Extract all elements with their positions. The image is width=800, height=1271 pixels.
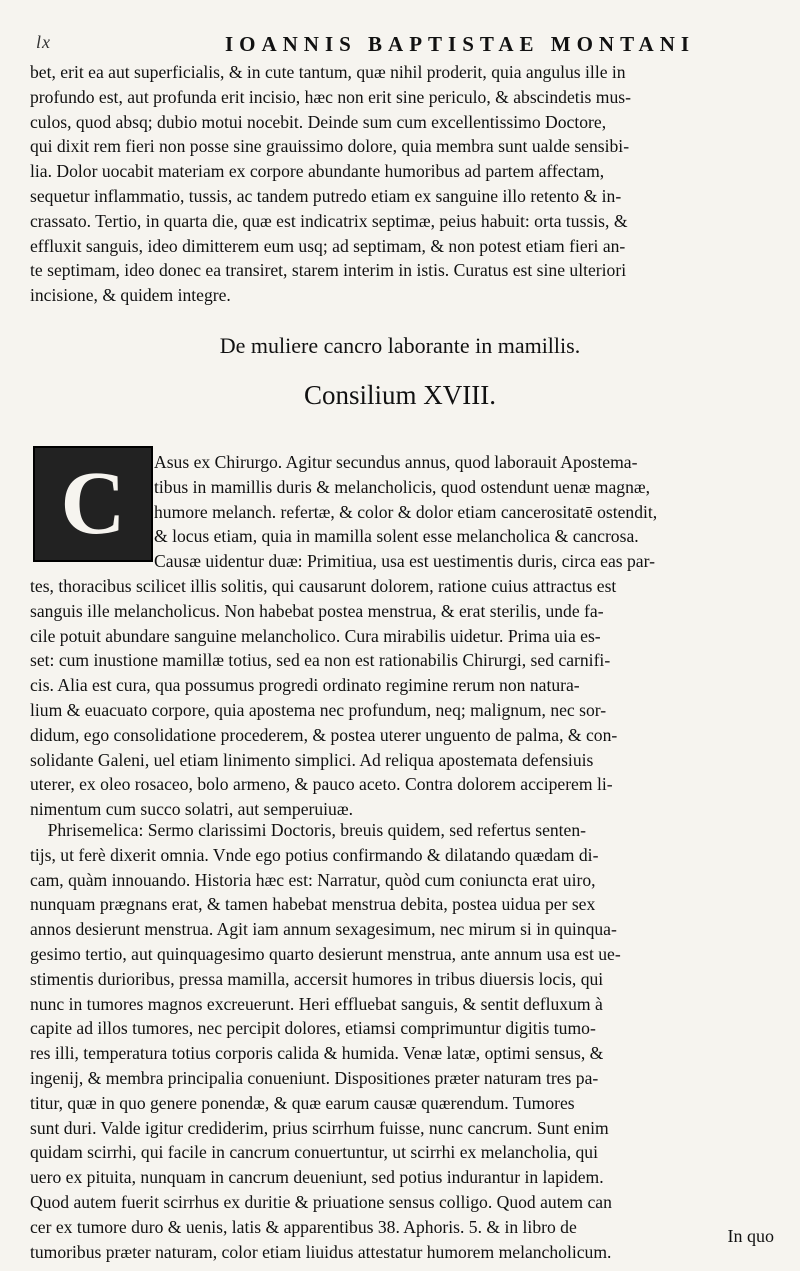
text-line: quidam scirrhi, qui facile in cancrum conuertuntur, ut scirrhi ex melancholia, qui xyxy=(30,1142,598,1163)
text-line: humore melanch. refertæ, & color & dolor etiam cancerositatē ostendit, xyxy=(154,501,658,522)
text-line: uterer, ex oleo rosaceo, bolo armeno, & pauco aceto. Contra dolorem acciperem li- xyxy=(30,774,613,795)
text-line: effluxit sanguis, ideo dimitterem eum usq; ad septimam, & non potest etiam fieri an- xyxy=(30,235,626,256)
text-line: nimentum cum succo solatri, aut semperuiuæ. xyxy=(30,799,353,820)
text-line: tijs, ut ferè dixerit omnia. Vnde ego potius confirmando & dilatando quædam di- xyxy=(30,844,599,865)
text-line: tibus in mamillis duris & melancholicis, quod ostendunt uenæ magnæ, xyxy=(154,476,651,497)
text-line: gesimo tertio, aut quinquagesimo quarto desierunt menstrua, ante annum usa est ue- xyxy=(30,943,621,964)
consilium-title: Consilium XVIII. xyxy=(304,380,496,410)
page-header xyxy=(30,32,780,58)
text-line: tes, thoracibus scilicet illis solitis, qui causarunt dolorem, ratione cuius attractus est xyxy=(30,575,617,596)
text-line: sunt duri. Valde igitur crediderim, prius scirrhum fuisse, nunc cancrum. Sunt enim xyxy=(30,1117,609,1138)
text-line: titur, quæ in quo genere ponendæ, & quæ earum causæ quærendum. Tumores xyxy=(30,1092,575,1113)
text-line: annos desierunt menstrua. Agit iam annum sexagesimum, nec mirum si in quinqua- xyxy=(30,919,617,940)
text-line: crassato. Tertio, in quarta die, quæ est indicatrix septimæ, peius habuit: orta tussis, & xyxy=(30,210,628,231)
text-line: profundo est, aut profunda erit incisio, hæc non erit sine periculo, & abscindetis mus- xyxy=(30,86,631,107)
running-title: IOANNIS BAPTISTAE MONTANI xyxy=(224,32,696,56)
paragraph-2 xyxy=(30,450,780,822)
text-line: Causæ uidentur duæ: Primitiua, usa est uestimentis duris, circa eas par- xyxy=(154,551,655,572)
text-line: bet, erit ea aut superficialis, & in cute tantum, quæ nihil proderit, quia angulus ille in xyxy=(30,62,626,82)
text-line: ingenij, & membra principalia conueniunt. Dispositiones præter naturam tres pa- xyxy=(30,1067,599,1088)
text-line: stimentis durioribus, pressa mamilla, accersit humores in tribus diuersis locis, qui xyxy=(30,968,604,989)
catchword: In quo xyxy=(727,1226,774,1246)
text-line: cis. Alia est cura, qua possumus progredi ordinato regimine rerum non natura- xyxy=(30,675,580,696)
text-line: didum, ego consolidatione procederem, & postea uterer unguento de palma, & con- xyxy=(30,724,618,745)
paragraph-3 xyxy=(30,818,780,1264)
text-line: uero ex pituita, nunquam in cancrum deueniunt, sed potius indurantur in lapidem. xyxy=(30,1167,604,1188)
text-line: capite ad illos tumores, nec percipit dolores, etiamsi comprimuntur digitis tumo- xyxy=(30,1018,596,1039)
text-line: res illi, temperatura totius corporis calida & humida. Venæ latæ, optimi sensus, & xyxy=(30,1043,604,1064)
section-title: De muliere cancro laborante in mamillis. xyxy=(219,333,581,358)
text-line: te septimam, ideo donec ea transiret, starem interim in istis. Curatus est sine ulteriori xyxy=(30,260,627,281)
initial-letter: C xyxy=(60,454,126,553)
text-line: lium & euacuato corpore, quia apostema nec profundum, neq; malignum, nec sor- xyxy=(30,699,607,720)
text-line: sanguis ille melancholicus. Non habebat postea menstrua, & erat sterilis, unde fa- xyxy=(30,600,604,621)
text-line: lia. Dolor uocabit materiam ex corpore abundante humoribus ad partem affectam, xyxy=(30,161,605,182)
text-line: solidante Galeni, uel etiam linimento simplici. Ad reliqua apostemata defensiuis xyxy=(30,749,594,770)
text-line: cile potuit abundare sanguine melancholico. Cura mirabilis uidetur. Prima uia es- xyxy=(30,625,601,646)
text-line: nunc in tumores magnos excreuerunt. Heri effluebat sanguis, & sentit defluxum à xyxy=(30,993,603,1014)
text-line: culos, quod absq; dubio motui nocebit. Deinde sum cum excellentissimo Doctore, xyxy=(30,111,607,132)
text-line: incisione, & quidem integre. xyxy=(30,285,231,306)
text-line: nunquam prægnans erat, & tamen habebat menstrua debita, postea uidua per sex xyxy=(30,894,596,915)
text-line: Asus ex Chirurgo. Agitur secundus annus, quod laborauit Apostema- xyxy=(154,452,638,472)
text-line: Phrisemelica: Sermo clarissimi Doctoris, breuis quidem, sed refertus senten- xyxy=(30,820,587,840)
text-line: tumoribus præter naturam, color etiam liuidus attestatur humorem melancholicum. xyxy=(30,1241,612,1262)
text-line: set: cum inustione mamillæ totius, sed ea non est rationabilis Chirurgi, sed carnifi- xyxy=(30,650,611,671)
page-number: lx xyxy=(36,32,51,52)
text-line: qui dixit rem fieri non posse sine grauissimo dolore, quia membra sunt ualde sensibi- xyxy=(30,136,630,157)
text-line: cer ex tumore duro & uenis, latis & apparentibus 38. Aphoris. 5. & in libro de xyxy=(30,1216,577,1237)
text-line: & locus etiam, quia in mamilla solent esse melancholica & cancrosa. xyxy=(154,526,639,547)
text-line: sequetur inflammatio, tussis, ac tandem putredo etiam ex sanguine illo retento & in- xyxy=(30,185,622,206)
text-line: Quod autem fuerit scirrhus ex duritie & priuatione sensus colligo. Quod autem can xyxy=(30,1191,612,1212)
text-line: cam, quàm innouando. Historia hæc est: Narratur, quòd cum coniuncta erat uiro, xyxy=(30,869,596,890)
paragraph-1 xyxy=(30,60,780,308)
